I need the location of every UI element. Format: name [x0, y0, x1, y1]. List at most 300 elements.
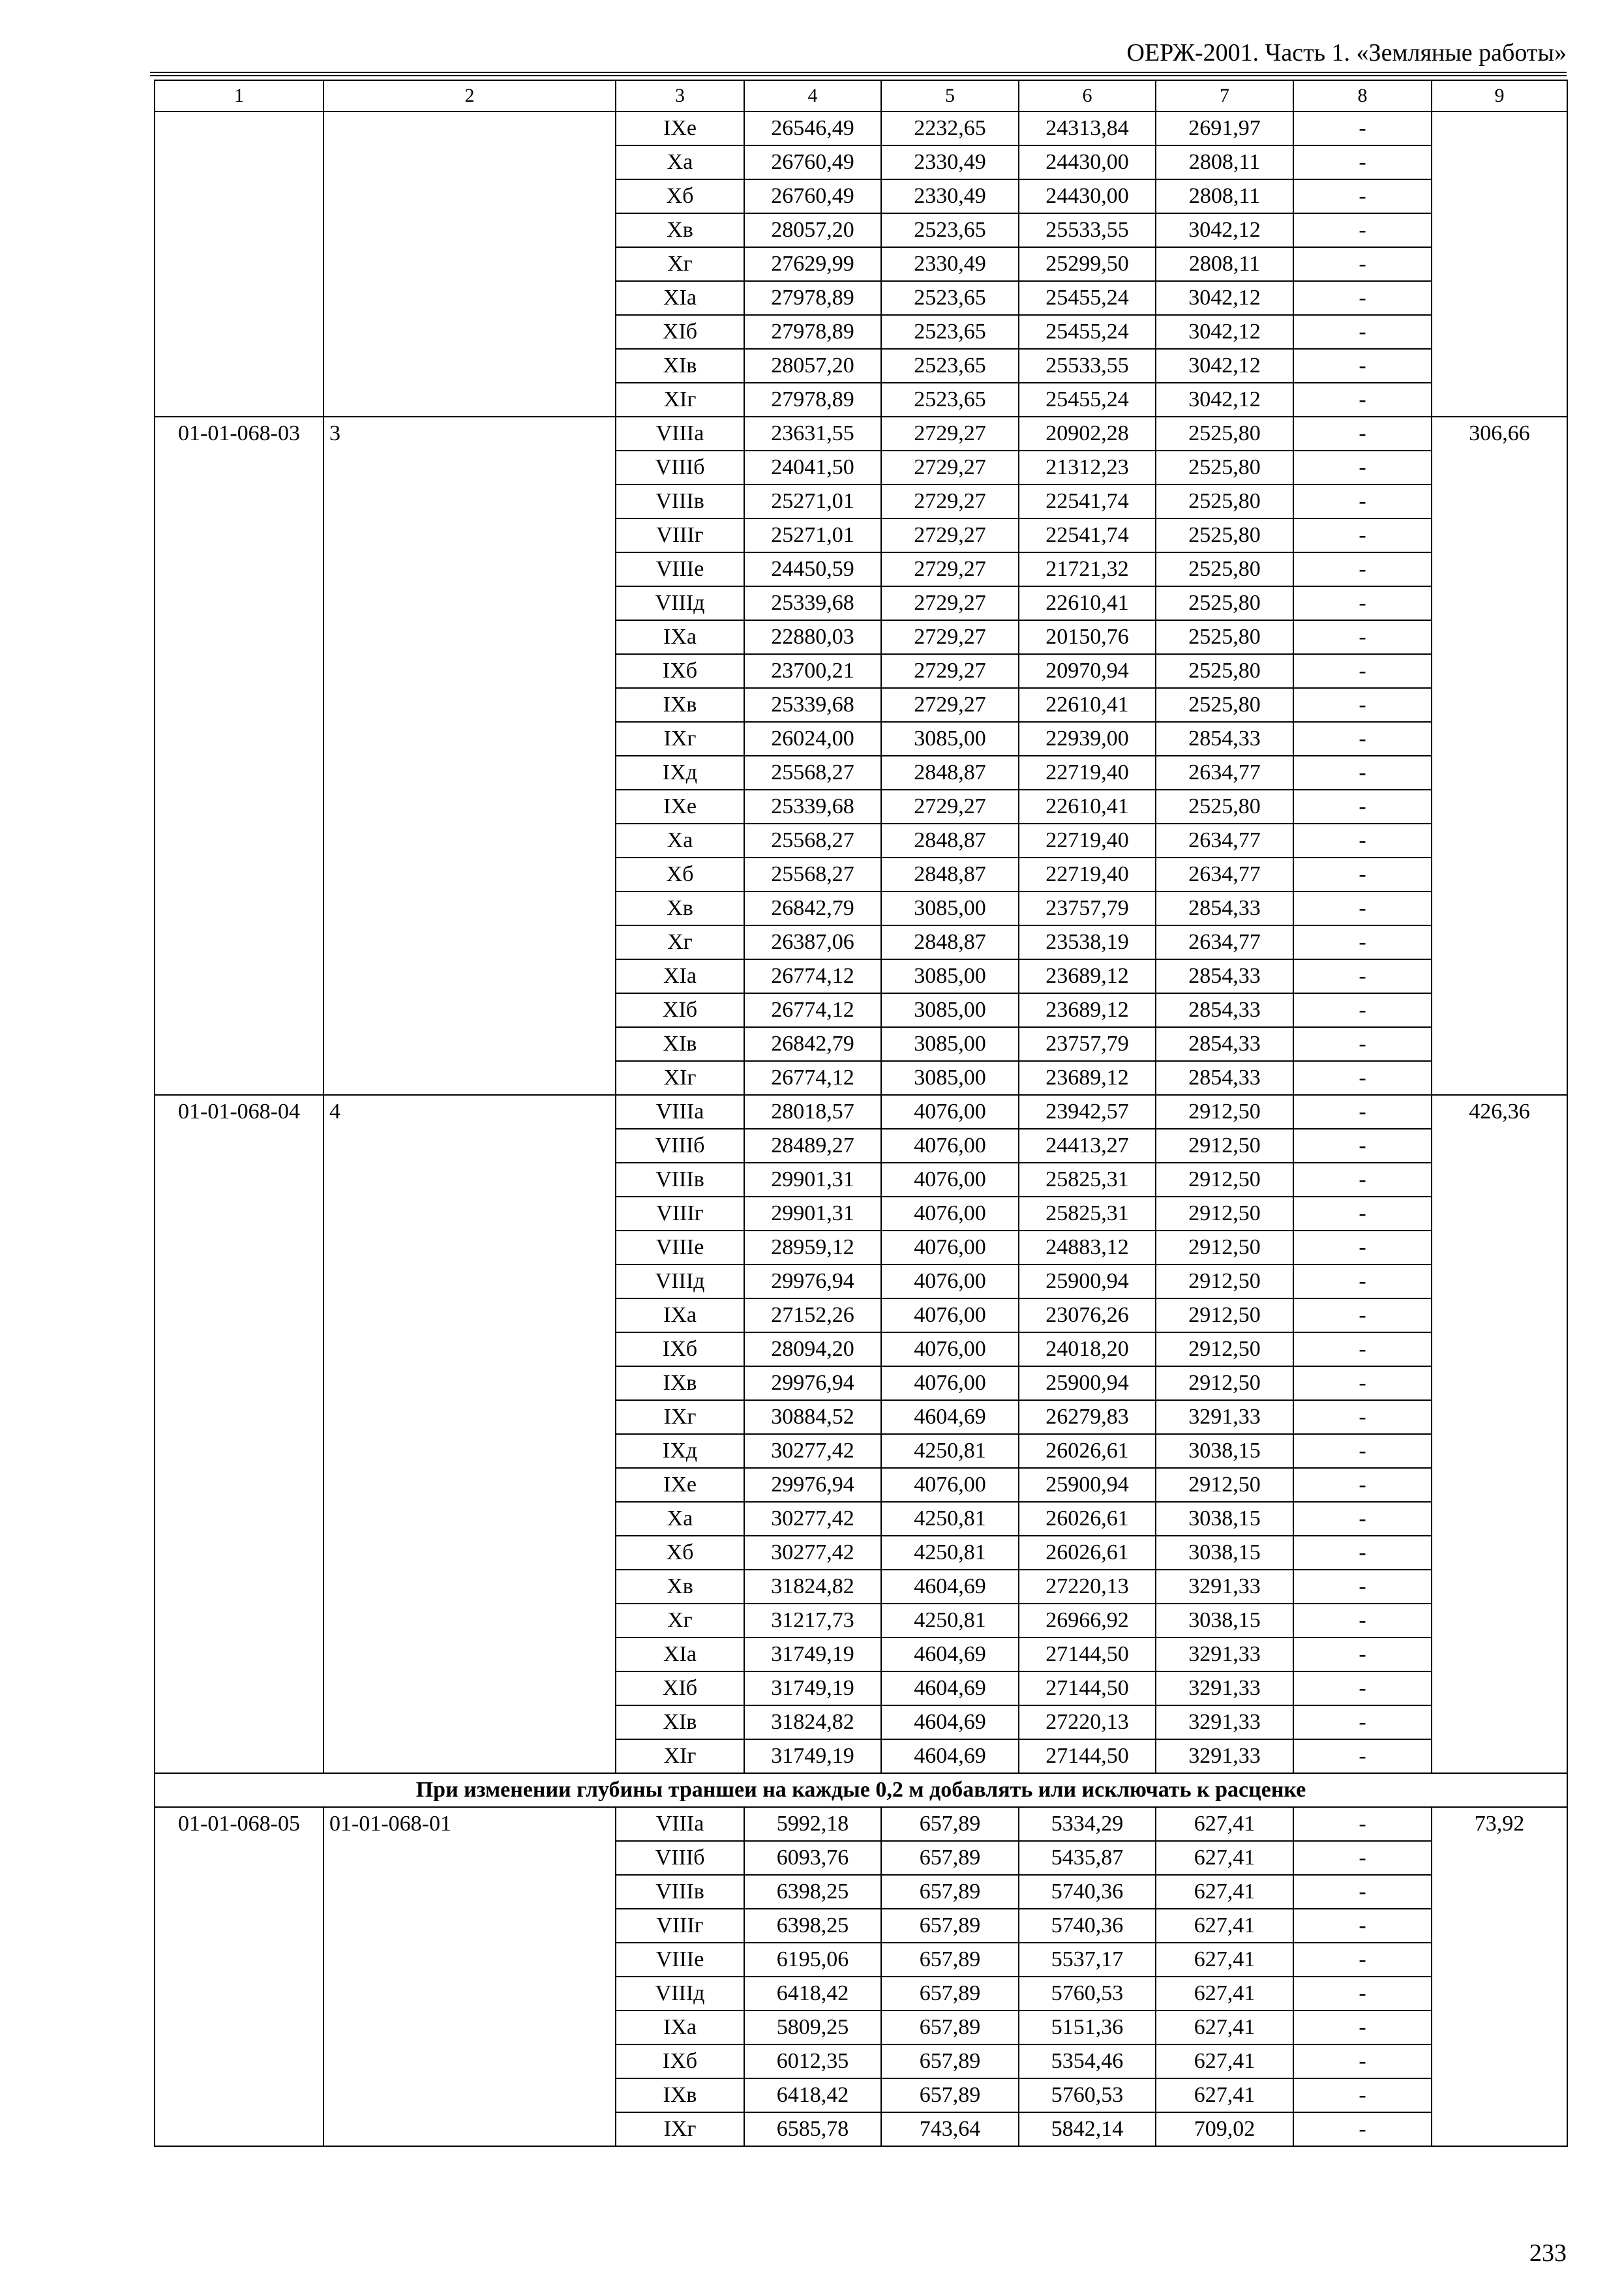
value-cell: 2634,77	[1156, 858, 1293, 891]
soil-group-cell: IXд	[616, 756, 744, 790]
soil-group-cell: VIIIб	[616, 1841, 744, 1875]
soil-group-cell: IXб	[616, 654, 744, 688]
value-cell: 3085,00	[881, 722, 1019, 756]
value-cell: -	[1293, 1400, 1432, 1434]
value-cell: 25900,94	[1019, 1264, 1156, 1298]
value-cell: 22719,40	[1019, 858, 1156, 891]
value-cell: -	[1293, 1061, 1432, 1095]
value-cell: 3038,15	[1156, 1502, 1293, 1536]
value-cell: 5740,36	[1019, 1875, 1156, 1909]
value-cell: 2848,87	[881, 756, 1019, 790]
value-cell: 743,64	[881, 2112, 1019, 2146]
value-cell: 26774,12	[744, 1061, 881, 1095]
value-cell: 26024,00	[744, 722, 881, 756]
value-cell: 2848,87	[881, 858, 1019, 891]
soil-group-cell: VIIIб	[616, 451, 744, 485]
value-cell: 5842,14	[1019, 2112, 1156, 2146]
value-cell: 2525,80	[1156, 688, 1293, 722]
rate-code: 01-01-068-04	[155, 1095, 323, 1773]
value-cell: 4076,00	[881, 1231, 1019, 1264]
value-cell: 31749,19	[744, 1638, 881, 1671]
soil-group-cell: IXб	[616, 1332, 744, 1366]
value-cell: 657,89	[881, 2044, 1019, 2078]
value-cell: 657,89	[881, 1841, 1019, 1875]
value-cell: 4076,00	[881, 1264, 1019, 1298]
soil-group-cell: Xб	[616, 1536, 744, 1570]
value-cell: 2729,27	[881, 620, 1019, 654]
soil-group-cell: VIIIе	[616, 1943, 744, 1977]
value-cell: 5740,36	[1019, 1909, 1156, 1943]
value-cell: 2854,33	[1156, 959, 1293, 993]
value-cell: 25568,27	[744, 824, 881, 858]
value-cell: 2848,87	[881, 824, 1019, 858]
value-cell: 6195,06	[744, 1943, 881, 1977]
value-cell: -	[1293, 2044, 1432, 2078]
value-cell: 31824,82	[744, 1570, 881, 1604]
value-cell: 2854,33	[1156, 993, 1293, 1027]
soil-group-cell: IXд	[616, 1434, 744, 1468]
value-cell: -	[1293, 1807, 1432, 1841]
value-cell: -	[1293, 654, 1432, 688]
value-cell: 2729,27	[881, 790, 1019, 824]
value-cell: 4076,00	[881, 1163, 1019, 1197]
value-cell: 657,89	[881, 1807, 1019, 1841]
value-cell: 2808,11	[1156, 145, 1293, 179]
soil-group-cell: VIIIг	[616, 518, 744, 552]
value-cell: 3291,33	[1156, 1638, 1293, 1671]
value-cell: -	[1293, 349, 1432, 383]
value-cell: 26026,61	[1019, 1502, 1156, 1536]
soil-group-cell: XIг	[616, 1739, 744, 1773]
soil-group-cell: VIIIв	[616, 1163, 744, 1197]
value-cell: -	[1293, 756, 1432, 790]
value-cell: -	[1293, 1604, 1432, 1638]
value-cell: 4604,69	[881, 1705, 1019, 1739]
value-cell: -	[1293, 790, 1432, 824]
rates-table	[154, 80, 1568, 2147]
value-cell: 31217,73	[744, 1604, 881, 1638]
column-number: 2	[323, 80, 616, 112]
value-cell: 27978,89	[744, 281, 881, 315]
value-cell: -	[1293, 1434, 1432, 1468]
value-cell: 25455,24	[1019, 383, 1156, 417]
value-cell: -	[1293, 1909, 1432, 1943]
value-cell: -	[1293, 1197, 1432, 1231]
value-cell: -	[1293, 485, 1432, 518]
value-cell: -	[1293, 1298, 1432, 1332]
soil-group-cell: VIIIд	[616, 1977, 744, 2011]
value-cell: -	[1293, 451, 1432, 485]
value-cell: 3042,12	[1156, 383, 1293, 417]
value-cell: -	[1293, 891, 1432, 925]
value-cell: 2523,65	[881, 349, 1019, 383]
value-cell: 6418,42	[744, 2078, 881, 2112]
value-cell: 2912,50	[1156, 1366, 1293, 1400]
rate-name: 4	[323, 1095, 616, 1773]
value-cell: 22541,74	[1019, 518, 1156, 552]
value-cell: -	[1293, 722, 1432, 756]
value-cell: 627,41	[1156, 2078, 1293, 2112]
value-cell: 5760,53	[1019, 2078, 1156, 2112]
value-cell: -	[1293, 925, 1432, 959]
soil-group-cell: XIг	[616, 383, 744, 417]
soil-group-cell: XIв	[616, 1705, 744, 1739]
value-cell: 25900,94	[1019, 1366, 1156, 1400]
soil-group-cell: VIIIд	[616, 1264, 744, 1298]
value-cell: 627,41	[1156, 1875, 1293, 1909]
value-cell: -	[1293, 1163, 1432, 1197]
value-cell: 2912,50	[1156, 1197, 1293, 1231]
value-cell: 2808,11	[1156, 179, 1293, 213]
value-cell: 657,89	[881, 1943, 1019, 1977]
value-cell: 5354,46	[1019, 2044, 1156, 2078]
value-cell: -	[1293, 1977, 1432, 2011]
soil-group-cell: VIIIа	[616, 1807, 744, 1841]
value-cell: 26774,12	[744, 993, 881, 1027]
value-cell: 22939,00	[1019, 722, 1156, 756]
value-cell: 6398,25	[744, 1909, 881, 1943]
value-cell: 22541,74	[1019, 485, 1156, 518]
value-cell: 4604,69	[881, 1671, 1019, 1705]
rate-code	[155, 112, 323, 417]
value-cell: 2729,27	[881, 552, 1019, 586]
value-cell: 25825,31	[1019, 1197, 1156, 1231]
value-cell: 25825,31	[1019, 1163, 1156, 1197]
value-cell: 6585,78	[744, 2112, 881, 2146]
value-cell: 25299,50	[1019, 247, 1156, 281]
value-cell: 627,41	[1156, 2044, 1293, 2078]
value-cell: 29976,94	[744, 1264, 881, 1298]
value-cell: 2525,80	[1156, 620, 1293, 654]
value-cell: 26774,12	[744, 959, 881, 993]
value-cell: 24313,84	[1019, 112, 1156, 145]
column-number: 5	[881, 80, 1019, 112]
value-cell: 6093,76	[744, 1841, 881, 1875]
value-cell: 4076,00	[881, 1332, 1019, 1366]
value-cell: 657,89	[881, 1909, 1019, 1943]
value-cell: 3085,00	[881, 1027, 1019, 1061]
value-cell: 2912,50	[1156, 1095, 1293, 1129]
value-cell: 30277,42	[744, 1434, 881, 1468]
value-cell: 23757,79	[1019, 1027, 1156, 1061]
value-cell: 22610,41	[1019, 688, 1156, 722]
value-cell: 3085,00	[881, 891, 1019, 925]
value-cell: 627,41	[1156, 1977, 1293, 2011]
value-cell: 3042,12	[1156, 349, 1293, 383]
value-cell: 24883,12	[1019, 1231, 1156, 1264]
value-cell: 3042,12	[1156, 281, 1293, 315]
rate-name	[323, 112, 616, 417]
soil-group-cell: XIа	[616, 1638, 744, 1671]
value-cell: 31749,19	[744, 1739, 881, 1773]
soil-group-cell: XIб	[616, 1671, 744, 1705]
soil-group-cell: Xг	[616, 925, 744, 959]
value-cell: 22610,41	[1019, 790, 1156, 824]
value-cell: 4604,69	[881, 1638, 1019, 1671]
value-cell: 27144,50	[1019, 1671, 1156, 1705]
soil-group-cell: IXа	[616, 2011, 744, 2044]
value-cell: 22610,41	[1019, 586, 1156, 620]
soil-group-cell: VIIIв	[616, 485, 744, 518]
value-cell: 3042,12	[1156, 213, 1293, 247]
soil-group-cell: VIIIб	[616, 1129, 744, 1163]
value-cell: -	[1293, 145, 1432, 179]
value-cell: 24041,50	[744, 451, 881, 485]
value-cell: 2729,27	[881, 518, 1019, 552]
soil-group-cell: Xв	[616, 1570, 744, 1604]
soil-group-cell: XIа	[616, 281, 744, 315]
value-cell: 26546,49	[744, 112, 881, 145]
value-cell: -	[1293, 247, 1432, 281]
value-cell: 25339,68	[744, 586, 881, 620]
table-row	[155, 112, 1567, 145]
column-number: 8	[1293, 80, 1432, 112]
value-cell: 657,89	[881, 1977, 1019, 2011]
rate-code: 01-01-068-03	[155, 417, 323, 1095]
value-cell: 6418,42	[744, 1977, 881, 2011]
value-cell: 25271,01	[744, 485, 881, 518]
value-cell: 26387,06	[744, 925, 881, 959]
soil-group-cell: VIIIв	[616, 1875, 744, 1909]
value-cell: 3291,33	[1156, 1671, 1293, 1705]
value-cell: -	[1293, 1332, 1432, 1366]
labor-cost: 426,36	[1432, 1095, 1567, 1773]
value-cell: 3042,12	[1156, 315, 1293, 349]
value-cell: -	[1293, 1570, 1432, 1604]
soil-group-cell: Xа	[616, 145, 744, 179]
value-cell: 2330,49	[881, 247, 1019, 281]
value-cell: 2848,87	[881, 925, 1019, 959]
value-cell: 2912,50	[1156, 1298, 1293, 1332]
value-cell: 25339,68	[744, 688, 881, 722]
page-number: 233	[1529, 2239, 1567, 2267]
value-cell: -	[1293, 383, 1432, 417]
value-cell: 29976,94	[744, 1366, 881, 1400]
value-cell: 3085,00	[881, 959, 1019, 993]
value-cell: -	[1293, 1671, 1432, 1705]
labor-cost: 306,66	[1432, 417, 1567, 1095]
value-cell: 2912,50	[1156, 1129, 1293, 1163]
value-cell: 27978,89	[744, 315, 881, 349]
running-header: ОЕРЖ-2001. Часть 1. «Земляные работы»	[1126, 39, 1567, 67]
value-cell: 4604,69	[881, 1570, 1019, 1604]
value-cell: 3291,33	[1156, 1705, 1293, 1739]
value-cell: 22719,40	[1019, 756, 1156, 790]
value-cell: 2912,50	[1156, 1332, 1293, 1366]
value-cell: -	[1293, 586, 1432, 620]
value-cell: -	[1293, 315, 1432, 349]
value-cell: -	[1293, 417, 1432, 451]
value-cell: -	[1293, 688, 1432, 722]
value-cell: 3038,15	[1156, 1536, 1293, 1570]
soil-group-cell: XIб	[616, 315, 744, 349]
value-cell: 5760,53	[1019, 1977, 1156, 2011]
value-cell: 3085,00	[881, 1061, 1019, 1095]
value-cell: 23689,12	[1019, 993, 1156, 1027]
value-cell: 24430,00	[1019, 145, 1156, 179]
value-cell: 2525,80	[1156, 518, 1293, 552]
value-cell: 2854,33	[1156, 722, 1293, 756]
value-cell: 4604,69	[881, 1739, 1019, 1773]
column-number: 4	[744, 80, 881, 112]
value-cell: 30884,52	[744, 1400, 881, 1434]
value-cell: 25533,55	[1019, 349, 1156, 383]
value-cell: 31749,19	[744, 1671, 881, 1705]
value-cell: 2525,80	[1156, 485, 1293, 518]
value-cell: 25568,27	[744, 756, 881, 790]
value-cell: 2729,27	[881, 451, 1019, 485]
soil-group-cell: IXе	[616, 790, 744, 824]
value-cell: 5151,36	[1019, 2011, 1156, 2044]
value-cell: -	[1293, 1264, 1432, 1298]
value-cell: -	[1293, 2112, 1432, 2146]
value-cell: 4250,81	[881, 1502, 1019, 1536]
value-cell: 26966,92	[1019, 1604, 1156, 1638]
value-cell: 3291,33	[1156, 1739, 1293, 1773]
value-cell: 25533,55	[1019, 213, 1156, 247]
soil-group-cell: IXб	[616, 2044, 744, 2078]
value-cell: 21721,32	[1019, 552, 1156, 586]
value-cell: -	[1293, 1231, 1432, 1264]
value-cell: 2523,65	[881, 213, 1019, 247]
section-note: При изменении глубины траншеи на каждые 0,2 м добавлять или исключать к расценке	[155, 1773, 1567, 1807]
value-cell: 2330,49	[881, 179, 1019, 213]
value-cell: 27152,26	[744, 1298, 881, 1332]
value-cell: 2854,33	[1156, 1061, 1293, 1095]
soil-group-cell: IXа	[616, 620, 744, 654]
value-cell: 4250,81	[881, 1536, 1019, 1570]
value-cell: 30277,42	[744, 1502, 881, 1536]
column-number: 7	[1156, 80, 1293, 112]
value-cell: -	[1293, 1027, 1432, 1061]
value-cell: 2912,50	[1156, 1163, 1293, 1197]
value-cell: -	[1293, 1638, 1432, 1671]
rate-code: 01-01-068-05	[155, 1807, 323, 2146]
soil-group-cell: VIIIа	[616, 417, 744, 451]
value-cell: 2634,77	[1156, 824, 1293, 858]
value-cell: 2525,80	[1156, 552, 1293, 586]
column-number: 3	[616, 80, 744, 112]
soil-group-cell: Xб	[616, 179, 744, 213]
soil-group-cell: IXг	[616, 722, 744, 756]
value-cell: -	[1293, 1095, 1432, 1129]
value-cell: 627,41	[1156, 1909, 1293, 1943]
value-cell: 25271,01	[744, 518, 881, 552]
value-cell: 5435,87	[1019, 1841, 1156, 1875]
value-cell: 627,41	[1156, 1807, 1293, 1841]
value-cell: 29901,31	[744, 1163, 881, 1197]
soil-group-cell: VIIIе	[616, 552, 744, 586]
value-cell: -	[1293, 1536, 1432, 1570]
value-cell: 26279,83	[1019, 1400, 1156, 1434]
value-cell: 4076,00	[881, 1366, 1019, 1400]
value-cell: 2854,33	[1156, 891, 1293, 925]
column-number: 1	[155, 80, 323, 112]
soil-group-cell: Xг	[616, 247, 744, 281]
value-cell: 28018,57	[744, 1095, 881, 1129]
value-cell: -	[1293, 213, 1432, 247]
value-cell: 3291,33	[1156, 1400, 1293, 1434]
value-cell: 24413,27	[1019, 1129, 1156, 1163]
value-cell: -	[1293, 1705, 1432, 1739]
value-cell: 2729,27	[881, 688, 1019, 722]
value-cell: 23757,79	[1019, 891, 1156, 925]
value-cell: 23076,26	[1019, 1298, 1156, 1332]
soil-group-cell: IXе	[616, 1468, 744, 1502]
value-cell: 3085,00	[881, 993, 1019, 1027]
value-cell: 2729,27	[881, 417, 1019, 451]
value-cell: -	[1293, 2011, 1432, 2044]
value-cell: -	[1293, 620, 1432, 654]
value-cell: 23700,21	[744, 654, 881, 688]
soil-group-cell: XIб	[616, 993, 744, 1027]
value-cell: 2912,50	[1156, 1468, 1293, 1502]
value-cell: 28959,12	[744, 1231, 881, 1264]
value-cell: 26026,61	[1019, 1536, 1156, 1570]
table-row	[155, 1095, 1567, 1129]
soil-group-cell: IXв	[616, 1366, 744, 1400]
value-cell: 26026,61	[1019, 1434, 1156, 1468]
value-cell: 6398,25	[744, 1875, 881, 1909]
value-cell: -	[1293, 1129, 1432, 1163]
value-cell: 3038,15	[1156, 1604, 1293, 1638]
value-cell: 21312,23	[1019, 451, 1156, 485]
value-cell: 29976,94	[744, 1468, 881, 1502]
soil-group-cell: XIв	[616, 1027, 744, 1061]
column-number: 6	[1019, 80, 1156, 112]
value-cell: 2523,65	[881, 315, 1019, 349]
value-cell: 2729,27	[881, 485, 1019, 518]
soil-group-cell: VIIIг	[616, 1909, 744, 1943]
value-cell: 23689,12	[1019, 959, 1156, 993]
value-cell: 6012,35	[744, 2044, 881, 2078]
value-cell: 2525,80	[1156, 790, 1293, 824]
value-cell: 27220,13	[1019, 1570, 1156, 1604]
value-cell: 4604,69	[881, 1400, 1019, 1434]
value-cell: -	[1293, 1502, 1432, 1536]
value-cell: 709,02	[1156, 2112, 1293, 2146]
table-row	[155, 417, 1567, 451]
value-cell: -	[1293, 858, 1432, 891]
value-cell: 27144,50	[1019, 1739, 1156, 1773]
rates-table-body	[155, 80, 1567, 2146]
value-cell: 24430,00	[1019, 179, 1156, 213]
header-rule	[150, 72, 1567, 76]
value-cell: 29901,31	[744, 1197, 881, 1231]
value-cell: 22719,40	[1019, 824, 1156, 858]
value-cell: 23538,19	[1019, 925, 1156, 959]
value-cell: 25455,24	[1019, 315, 1156, 349]
value-cell: 2525,80	[1156, 417, 1293, 451]
value-cell: 27220,13	[1019, 1705, 1156, 1739]
value-cell: 27978,89	[744, 383, 881, 417]
value-cell: 2634,77	[1156, 756, 1293, 790]
value-cell: 4076,00	[881, 1298, 1019, 1332]
value-cell: 26842,79	[744, 891, 881, 925]
value-cell: 20150,76	[1019, 620, 1156, 654]
value-cell: 28489,27	[744, 1129, 881, 1163]
soil-group-cell: IXг	[616, 2112, 744, 2146]
value-cell: 26760,49	[744, 179, 881, 213]
value-cell: 2691,97	[1156, 112, 1293, 145]
soil-group-cell: VIIIе	[616, 1231, 744, 1264]
value-cell: 5537,17	[1019, 1943, 1156, 1977]
value-cell: 4250,81	[881, 1434, 1019, 1468]
soil-group-cell: VIIIг	[616, 1197, 744, 1231]
value-cell: 5809,25	[744, 2011, 881, 2044]
value-cell: 26842,79	[744, 1027, 881, 1061]
value-cell: 2912,50	[1156, 1231, 1293, 1264]
